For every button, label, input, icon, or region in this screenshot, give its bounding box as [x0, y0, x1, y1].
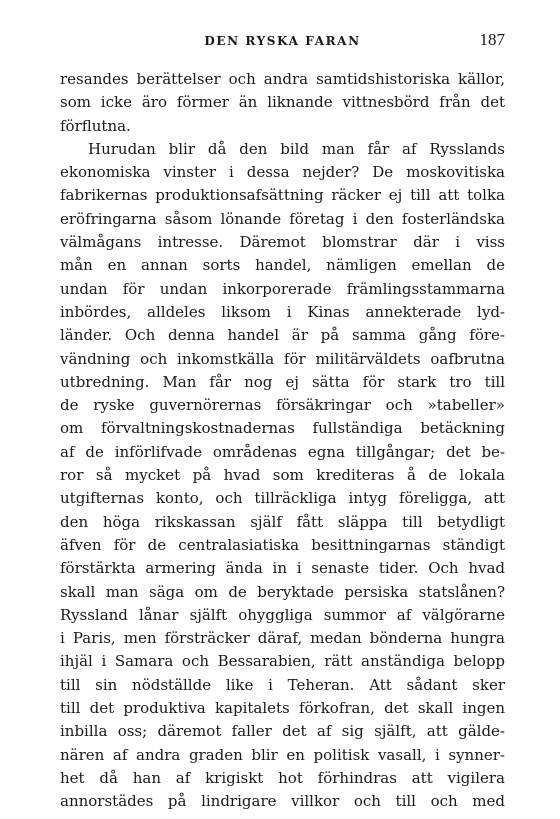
- running-head: DEN RYSKA FARAN: [204, 34, 361, 48]
- page-number: 187: [479, 30, 505, 49]
- book-page: [60, 30, 505, 814]
- text-line: till det produktiva kapitalets förkofran, det skall ingen: [60, 699, 505, 718]
- text-line: utbredning. Man får nog ej sätta för stark tro till: [60, 372, 505, 391]
- text-line: het då han af krigiskt hot förhindras att vigilera: [60, 768, 505, 787]
- text-line: Ryssland lånar själft ohyggliga summor af välgörarne: [60, 605, 505, 624]
- text-line: inbördes, alldeles liksom i Kinas annekterade lyd-: [60, 302, 505, 321]
- text-line: annorstädes på lindrigare villkor och till och med: [60, 792, 505, 811]
- text-line: länder. Och denna handel är på samma gång före-: [60, 326, 505, 345]
- text-line: ekonomiska vinster i dessa nejder? De moskovitiska: [60, 163, 505, 182]
- text-line: förflutna.: [60, 116, 131, 135]
- text-line: undan för undan inkorporerade främlingsstammarna: [60, 279, 505, 298]
- text-line: i Paris, men försträcker däraf, medan bönderna hungra: [60, 629, 505, 648]
- text-line: fabrikernas produktionsafsättning räcker ej till att tolka: [60, 186, 505, 205]
- text-line: af de införlifvade områdenas egna tillgångar; det be-: [60, 442, 505, 461]
- text-line: om förvaltningskostnadernas fullständiga betäckning: [60, 419, 505, 438]
- text-line: vändning och inkomstkälla för militärväldets oafbrutna: [60, 349, 505, 368]
- body-text: [60, 68, 505, 814]
- text-line: som icke äro förmer än liknande vittnesbörd från det: [60, 93, 505, 112]
- text-line: förstärkta armering ända in i senaste tider. Och hvad: [60, 559, 505, 578]
- text-line: de ryske guvernörernas försäkringar och »tabeller»: [60, 396, 505, 415]
- text-line: den höga rikskassan själf fått släppa till betydligt: [60, 512, 505, 531]
- text-line: Hurudan blir då den bild man får af Rysslands: [88, 139, 505, 158]
- page-header: [60, 30, 505, 54]
- text-line: ihjäl i Samara och Bessarabien, rätt anständiga belopp: [60, 652, 505, 671]
- text-line: nären af andra graden blir en politisk vasall, i synner-: [60, 745, 505, 764]
- text-line: skall man säga om de beryktade persiska statslånen?: [60, 582, 505, 601]
- text-line: mån en annan sorts handel, nämligen emellan de: [60, 256, 505, 275]
- text-line: resandes berättelser och andra samtidshistoriska källor,: [60, 70, 505, 88]
- text-line: eröfringarna såsom lönande företag i den fosterländska: [60, 209, 505, 228]
- text-line: inbilla oss; däremot faller det af sig själft, att gälde-: [60, 722, 505, 741]
- text-line: äfven för de centralasiatiska besittningarnas ständigt: [60, 535, 505, 554]
- text-line: till sin nödställde like i Teheran. Att sådant sker: [60, 675, 505, 694]
- text-line: ror så mycket på hvad som krediteras å de lokala: [60, 466, 505, 485]
- text-line: utgifternas konto, och tillräckliga intyg föreligga, att: [60, 489, 505, 508]
- text-line: välmågans intresse. Däremot blomstrar där i viss: [60, 233, 505, 252]
